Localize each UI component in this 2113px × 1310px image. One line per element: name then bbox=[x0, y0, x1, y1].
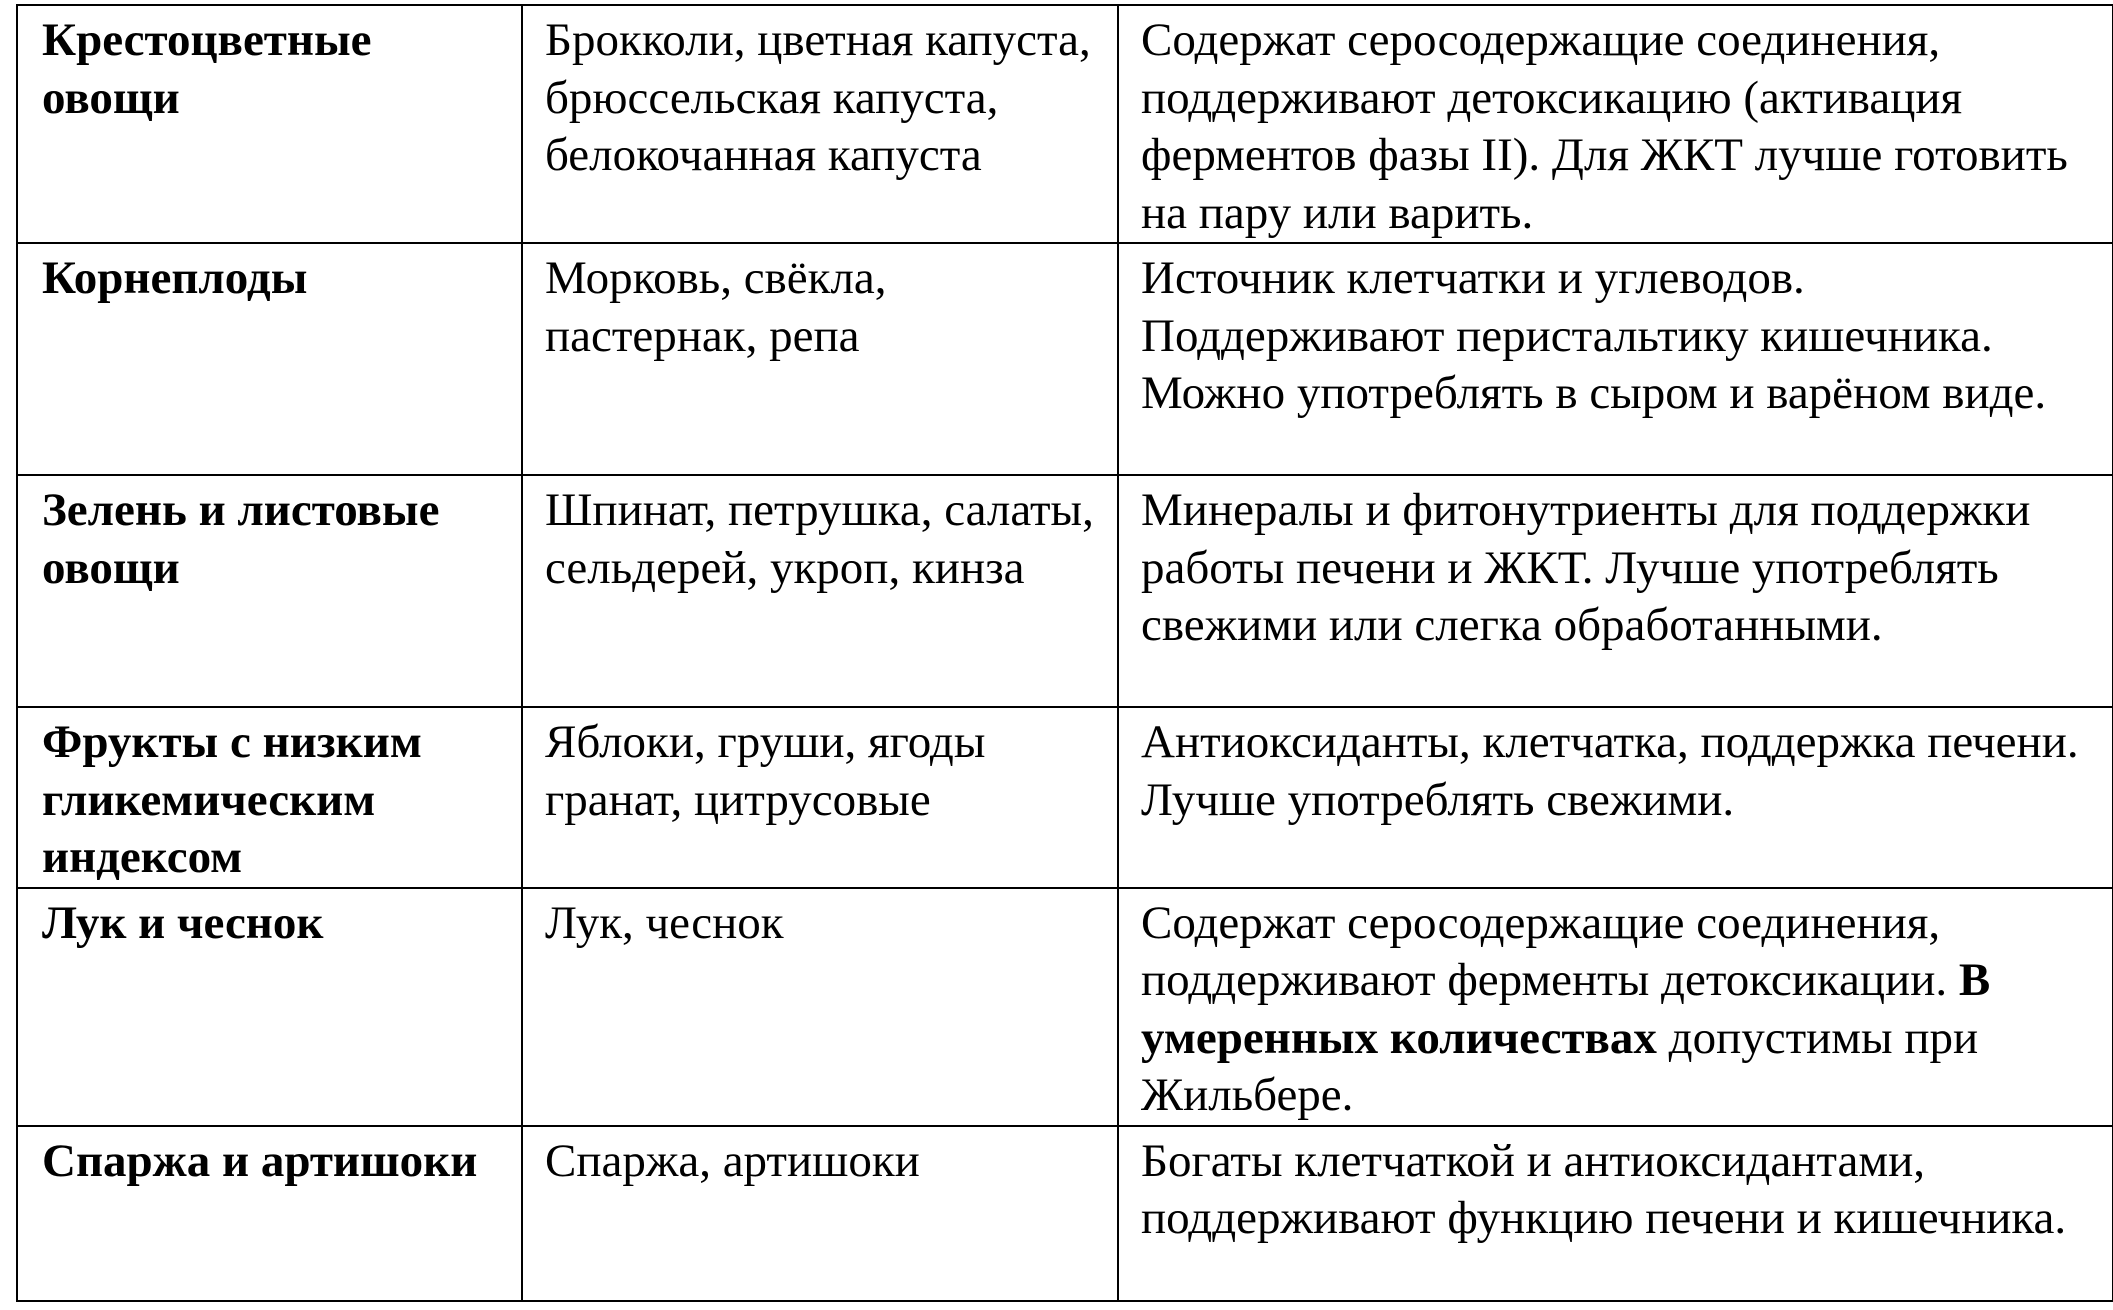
category-cell: Фрукты с низким гликемическим индексом bbox=[17, 707, 522, 888]
category-cell: Крестоцветные овощи bbox=[17, 5, 522, 243]
category-cell: Зелень и листовые овощи bbox=[17, 475, 522, 707]
examples-cell: Яблоки, груши, ягоды гранат, цитрусовые bbox=[522, 707, 1118, 888]
examples-cell: Спаржа, артишоки bbox=[522, 1126, 1118, 1301]
description-text: допустимы при Жильбере. bbox=[1141, 1011, 1979, 1121]
examples-cell: Морковь, свёкла, пастернак, репа bbox=[522, 243, 1118, 475]
examples-cell: Шпинат, петрушка, салаты, сельдерей, укроп, кинза bbox=[522, 475, 1118, 707]
examples-cell: Брокколи, цветная капуста, брюссельская капуста, белокочанная капуста bbox=[522, 5, 1118, 243]
description-cell: Антиоксиданты, клетчатка, поддержка печени. Лучше употреблять свежими. bbox=[1118, 707, 2113, 888]
table-row bbox=[17, 707, 2113, 888]
category-cell: Лук и чеснок bbox=[17, 888, 522, 1126]
table-row bbox=[17, 243, 2113, 475]
table-row bbox=[17, 5, 2113, 243]
category-cell: Корнеплоды bbox=[17, 243, 522, 475]
description-cell: Богаты клетчаткой и антиоксидантами, поддерживают функцию печени и кишечника. bbox=[1118, 1126, 2113, 1301]
description-text: Содержат серосодержащие соединения, поддерживают ферменты детоксикации. bbox=[1141, 896, 1959, 1006]
description-emphasis: В умеренных количествах bbox=[1141, 954, 1991, 1064]
examples-cell: Лук, чеснок bbox=[522, 888, 1118, 1126]
table-row bbox=[17, 475, 2113, 707]
category-cell: Спаржа и артишоки bbox=[17, 1126, 522, 1301]
description-cell: Источник клетчатки и углеводов. Поддерживают перистальтику кишечника. Можно употреблять в сыром и варёном виде. bbox=[1118, 243, 2113, 475]
description-cell bbox=[1118, 888, 2113, 1126]
description-cell: Минералы и фитонутриенты для поддержки работы печени и ЖКТ. Лучше употреблять свежими или слегка обработанными. bbox=[1118, 475, 2113, 707]
table-row bbox=[17, 1126, 2113, 1301]
table-row bbox=[17, 888, 2113, 1126]
description-cell: Содержат серосодержащие соединения, поддерживают детоксикацию (активация ферментов фазы II). Для ЖКТ лучше готовить на пару или варить. bbox=[1118, 5, 2113, 243]
food-table bbox=[16, 4, 2113, 1302]
